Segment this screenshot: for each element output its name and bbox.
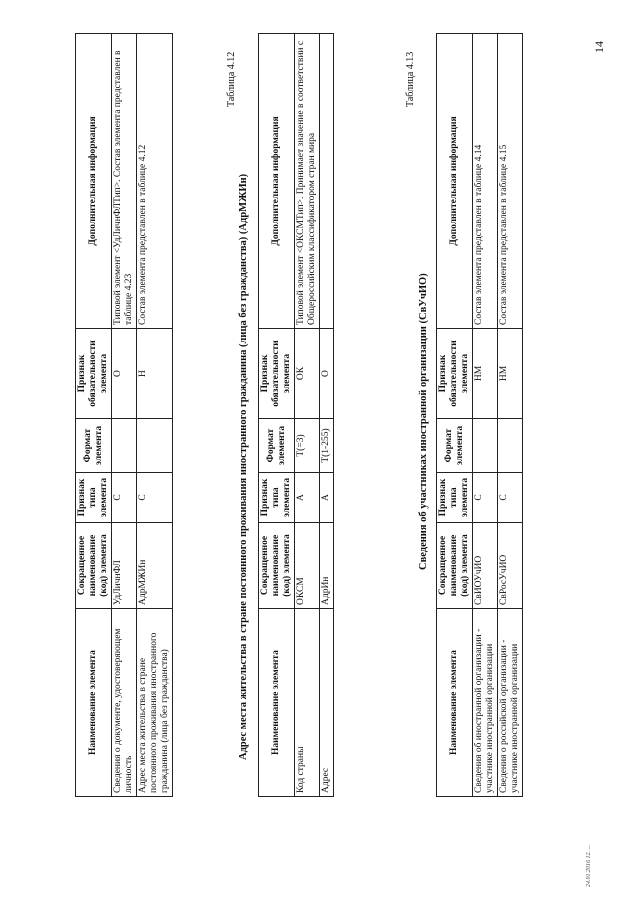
col-header-required: Признак обязательности элемента: [76, 329, 112, 419]
cell-required: Н: [137, 329, 173, 419]
cell-format: [137, 419, 173, 473]
cell-type: С: [473, 473, 498, 523]
cell-name: Адрес: [320, 609, 334, 797]
col-header-code: Сокращенное наименование (код) элемента: [259, 523, 295, 609]
handwritten-note: 24.01.2016 12. ...: [586, 845, 592, 887]
cell-info: Состав элемента представлен в таблице 4.14: [473, 34, 498, 329]
col-header-format: Формат элемента: [437, 419, 473, 473]
cell-type: С: [112, 473, 137, 523]
table-4-13: [436, 33, 523, 797]
table-title-4-13: Сведения об участниках иностранной организации (СвУчИО): [418, 273, 429, 570]
cell-code: СвИОУчИО: [473, 523, 498, 609]
cell-required: НМ: [498, 329, 523, 419]
cell-required: НМ: [473, 329, 498, 419]
table-label-4-12: Таблица 4.12: [226, 51, 237, 107]
cell-format: T(1-255): [320, 419, 334, 473]
table-row: [320, 34, 334, 797]
cell-format: [473, 419, 498, 473]
col-header-code: Сокращенное наименование (код) элемента: [437, 523, 473, 609]
cell-name: Адрес места жительства в стране постоянного проживания иностранного гражданина (лица без гражданства): [137, 609, 173, 797]
table-header-row: [437, 34, 473, 797]
table-header-row: [76, 34, 112, 797]
page-number: 14: [592, 41, 606, 53]
cell-code: СвРосУчИО: [498, 523, 523, 609]
table-row: [295, 34, 320, 797]
table-row: [112, 34, 137, 797]
col-header-name: Наименование элемента: [76, 609, 112, 797]
col-header-info: Дополнительная информация: [437, 34, 473, 329]
col-header-format: Формат элемента: [76, 419, 112, 473]
cell-format: T(=3): [295, 419, 320, 473]
col-header-format: Формат элемента: [259, 419, 295, 473]
cell-info: [320, 34, 334, 329]
cell-type: А: [295, 473, 320, 523]
cell-name: Код страны: [295, 609, 320, 797]
cell-format: [498, 419, 523, 473]
cell-required: О: [320, 329, 334, 419]
col-header-required: Признак обязательности элемента: [437, 329, 473, 419]
cell-info: Состав элемента представлен в таблице 4.15: [498, 34, 523, 329]
cell-info: Типовой элемент <УдЛичнФЛТип>. Состав элемента представлен в таблице 4.23: [112, 34, 137, 329]
cell-info: Типовой элемент <ОКСМТип>. Принимает значение в соответствии с Общероссийским классификатором стран мира: [295, 34, 320, 329]
table-4-12: [258, 33, 334, 797]
cell-code: АдрМЖИн: [137, 523, 173, 609]
col-header-name: Наименование элемента: [259, 609, 295, 797]
cell-info: Состав элемента представлен в таблице 4.12: [137, 34, 173, 329]
cell-required: ОК: [295, 329, 320, 419]
cell-type: С: [137, 473, 173, 523]
cell-format: [112, 419, 137, 473]
table-continuation: [75, 33, 173, 797]
col-header-info: Дополнительная информация: [259, 34, 295, 329]
table-label-4-13: Таблица 4.13: [405, 51, 416, 107]
cell-name: Сведения об иностранной организации - участнике иностранной организации: [473, 609, 498, 797]
col-header-required: Признак обязательности элемента: [259, 329, 295, 419]
col-header-type: Признак типа элемента: [259, 473, 295, 523]
cell-type: А: [320, 473, 334, 523]
col-header-type: Признак типа элемента: [76, 473, 112, 523]
cell-required: О: [112, 329, 137, 419]
col-header-info: Дополнительная информация: [76, 34, 112, 329]
cell-name: Сведения о российской организации - участнике иностранной организации: [498, 609, 523, 797]
cell-code: АдрИн: [320, 523, 334, 609]
table-header-row: [259, 34, 295, 797]
table-row: [498, 34, 523, 797]
table-title-4-12: Адрес места жительства в стране постоянного проживания иностранного гражданина (лица без гражданства) (АдрМЖИн): [238, 173, 249, 760]
cell-name: Сведения о документе, удостоверяющем личность: [112, 609, 137, 797]
table-row: [137, 34, 173, 797]
cell-code: УдЛичнФЛ: [112, 523, 137, 609]
col-header-code: Сокращенное наименование (код) элемента: [76, 523, 112, 609]
col-header-type: Признак типа элемента: [437, 473, 473, 523]
cell-code: ОКСМ: [295, 523, 320, 609]
cell-type: С: [498, 473, 523, 523]
col-header-name: Наименование элемента: [437, 609, 473, 797]
table-row: [473, 34, 498, 797]
